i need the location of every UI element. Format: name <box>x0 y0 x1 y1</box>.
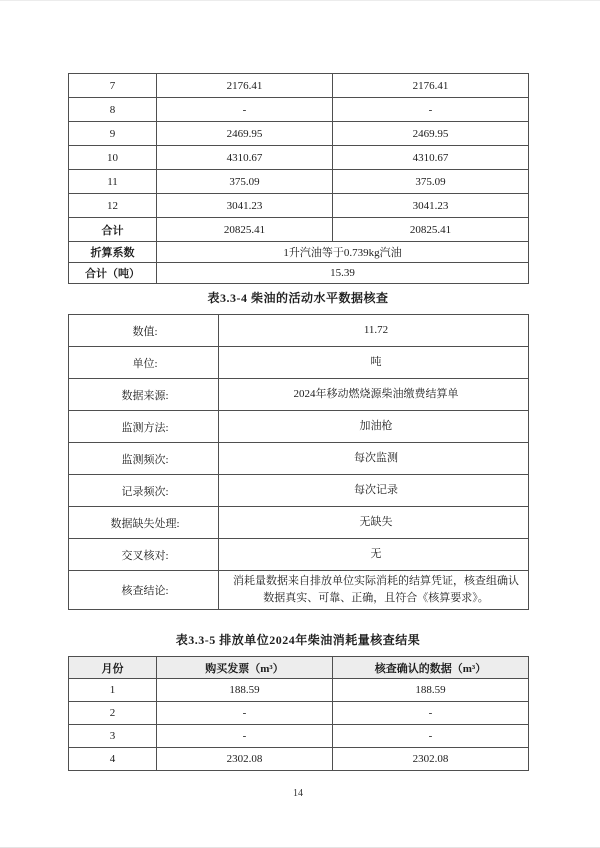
table-cell: 1 <box>69 679 157 702</box>
table-cell: 20825.41 <box>333 218 529 242</box>
table-cell: 合计 <box>69 218 157 242</box>
table-row <box>69 702 529 725</box>
table-cell: 3041.23 <box>157 194 333 218</box>
page-content <box>68 73 528 799</box>
table-cell: 2176.41 <box>157 74 333 98</box>
table-cell: - <box>333 702 529 725</box>
header-row <box>69 657 529 679</box>
fuel-consumption-continuation-table <box>68 73 529 284</box>
table-cell: 3041.23 <box>333 194 529 218</box>
table-cell: 记录频次: <box>69 475 219 507</box>
table-row <box>69 475 529 507</box>
table-row <box>69 379 529 411</box>
col-header-verified: 核查确认的数据（m³） <box>333 657 529 679</box>
table-row <box>69 539 529 571</box>
table-caption-3-3-4: 表3.3-4 柴油的活动水平数据核查 <box>207 291 389 305</box>
month-rows <box>69 74 529 242</box>
table-cell: 10 <box>69 146 157 170</box>
summary-rows <box>69 242 529 284</box>
table-cell: 188.59 <box>333 679 529 702</box>
table-cell: 7 <box>69 74 157 98</box>
table-cell: 12 <box>69 194 157 218</box>
table-cell: 4 <box>69 748 157 771</box>
table-cell: 11.72 <box>219 315 529 347</box>
table-cell: 数据缺失处理: <box>69 507 219 539</box>
table-row <box>69 443 529 475</box>
table-row <box>69 679 529 702</box>
table-cell: - <box>157 702 333 725</box>
table-row <box>69 347 529 379</box>
table-cell: - <box>157 725 333 748</box>
table-cell: 加油枪 <box>219 411 529 443</box>
table-cell: 每次监测 <box>219 443 529 475</box>
table-cell: - <box>333 98 529 122</box>
table-cell: 2302.08 <box>157 748 333 771</box>
table-cell: 核查结论: <box>69 571 219 610</box>
table-cell: 每次记录 <box>219 475 529 507</box>
table-cell: 数据来源: <box>69 379 219 411</box>
table-cell: 合计（吨） <box>69 263 157 284</box>
table-cell: - <box>333 725 529 748</box>
table-row <box>69 315 529 347</box>
table-cell: 监测方法: <box>69 411 219 443</box>
table-cell: 监测频次: <box>69 443 219 475</box>
table-row <box>69 194 529 218</box>
table-row <box>69 411 529 443</box>
table-cell: 2469.95 <box>157 122 333 146</box>
table-row <box>69 263 529 284</box>
table-cell: - <box>157 98 333 122</box>
table-cell: 消耗量数据来自排放单位实际消耗的结算凭证，核查组确认数据真实、可靠、正确，且符合《核算要求》。 <box>219 571 529 610</box>
table-cell: 2 <box>69 702 157 725</box>
table-row <box>69 571 529 610</box>
table-row <box>69 122 529 146</box>
table-cell: 折算系数 <box>69 242 157 263</box>
diesel-activity-verification-table <box>68 314 529 610</box>
table-cell: 交叉核对: <box>69 539 219 571</box>
table-row <box>69 170 529 194</box>
table-row <box>69 74 529 98</box>
table-cell: 9 <box>69 122 157 146</box>
table-cell: 吨 <box>219 347 529 379</box>
table-cell: 单位: <box>69 347 219 379</box>
table-cell: 1升汽油等于0.739kg汽油 <box>157 242 529 263</box>
table-cell: 2469.95 <box>333 122 529 146</box>
table-cell: 20825.41 <box>157 218 333 242</box>
col-header-month: 月份 <box>69 657 157 679</box>
table-row <box>69 748 529 771</box>
table-cell: 4310.67 <box>157 146 333 170</box>
diesel-monthly-table <box>68 656 529 771</box>
table-cell: 375.09 <box>333 170 529 194</box>
table-row <box>69 98 529 122</box>
table-row <box>69 725 529 748</box>
diesel-table-header <box>69 657 529 679</box>
table-row <box>69 218 529 242</box>
table-cell: 8 <box>69 98 157 122</box>
table-cell: 3 <box>69 725 157 748</box>
page-number: 14 <box>293 788 303 800</box>
table-cell: 375.09 <box>157 170 333 194</box>
table-cell: 188.59 <box>157 679 333 702</box>
table-row <box>69 507 529 539</box>
table-caption-3-3-5: 表3.3-5 排放单位2024年柴油消耗量核查结果 <box>175 633 421 648</box>
col-header-invoice: 购买发票（m³） <box>157 657 333 679</box>
table-cell: 无 <box>219 539 529 571</box>
table-cell: 2302.08 <box>333 748 529 771</box>
table-cell: 4310.67 <box>333 146 529 170</box>
table-cell: 15.39 <box>157 263 529 284</box>
table-row <box>69 146 529 170</box>
table-row <box>69 242 529 263</box>
table-cell: 2024年移动燃烧源柴油缴费结算单 <box>219 379 529 411</box>
table-cell: 无缺失 <box>219 507 529 539</box>
table-cell: 数值: <box>69 315 219 347</box>
activity-rows <box>69 315 529 610</box>
table-cell: 11 <box>69 170 157 194</box>
diesel-month-rows <box>69 679 529 771</box>
table-cell: 2176.41 <box>333 74 529 98</box>
